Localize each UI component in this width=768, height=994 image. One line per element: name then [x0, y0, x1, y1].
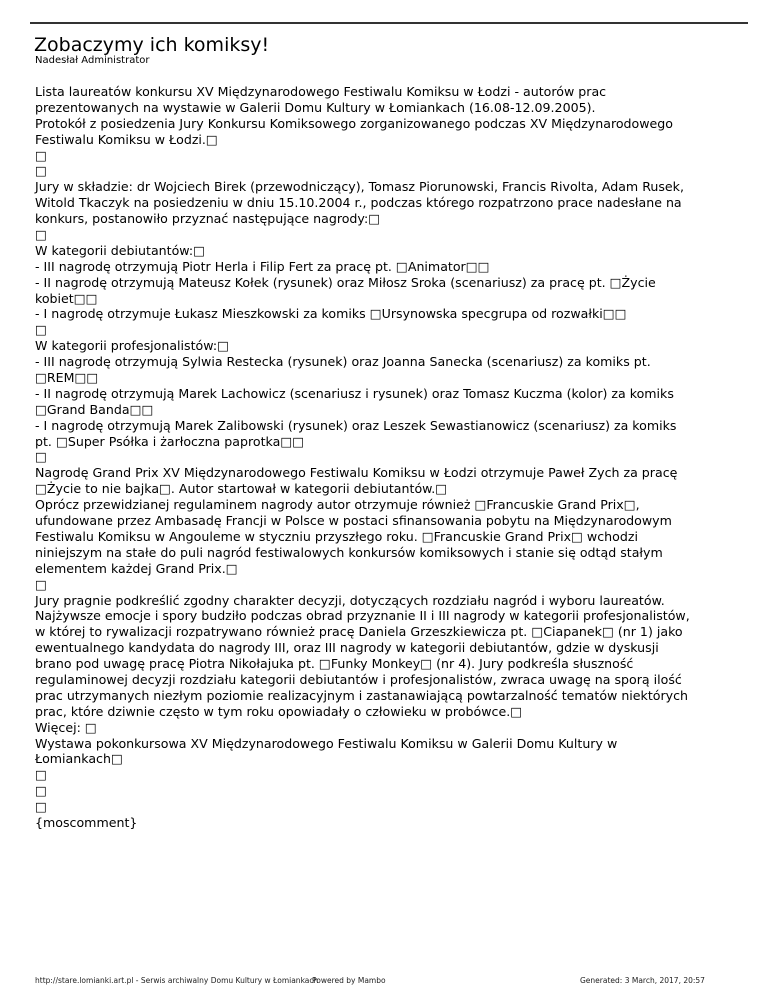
article-line: w której to rywalizacji rozpatrywano również pracę Daniela Grzeszkiewicza pt. □Ciapanek□ (nr 1) jako — [35, 624, 683, 640]
article-line: □Grand Banda□□ — [35, 401, 154, 417]
article-line: pt. □Super Psółka i żarłoczna paprotka□□ — [35, 433, 305, 449]
article-line: □ — [35, 799, 47, 815]
article-line: □ — [35, 576, 47, 592]
article-line: niniejszym na stałe do puli nagród festiwalowych konkursów komiksowych i stanie się odtąd stałym — [35, 544, 663, 560]
article-line: □REM□□ — [35, 370, 99, 386]
article-line: Lista laureatów konkursu XV Międzynarodowego Festiwalu Komiksu w Łodzi - autorów prac — [35, 84, 607, 99]
article-line: □Życie to nie bajka□. Autor startował w kategorii debiutantów.□ — [35, 481, 448, 497]
article-line: Najżywsze emocje i spory budziło podczas obrad przyznanie II i III nagrody w kategorii profesjonalistów, — [35, 608, 690, 624]
article-line: W kategorii profesjonalistów:□ — [35, 338, 230, 354]
article-line: Festiwalu Komiksu w Łodzi.□ — [35, 131, 218, 147]
article-line: Oprócz przewidzianej regulaminem nagrody autor otrzymuje również □Francuskie Grand Prix□, — [35, 497, 640, 513]
article-line: - III nagrodę otrzymują Piotr Herla i Filip Fert za pracę pt. □Animator□□ — [35, 258, 490, 274]
article-line: - III nagrodę otrzymują Sylwia Restecka (rysunek) oraz Joanna Sanecka (scenariusz) za komiks pt. — [35, 354, 651, 370]
article-title: Zobaczymy ich komiksy! — [34, 34, 270, 56]
article-line: □ — [35, 163, 47, 179]
footer-generated-date: Generated: 3 March, 2017, 20:57 — [580, 976, 705, 985]
article-line: prac, które dziwnie często w tym roku opowiadały o człowieku w probówce.□ — [35, 703, 523, 719]
article-line: ewentualnego kandydata do nagrody III, oraz III nagrody w kategorii debiutantów, gdzie w dyskusji — [35, 640, 659, 656]
article-line: kobiet□□ — [35, 290, 98, 306]
footer-site-url: http://stare.lomianki.art.pl - Serwis archiwalny Domu Kultury w Łomiankach — [35, 976, 319, 985]
article-line: prac utrzymanych niezłym poziomie realizacyjnym i zastanawiającą powtarzalność tematów niektórych — [35, 687, 689, 703]
article-line: - II nagrodę otrzymują Marek Lachowicz (scenariusz i rysunek) oraz Tomasz Kuczma (kolor) za komiks — [35, 385, 674, 401]
article-line: konkurs, postanowiło przyznać następujące nagrody:□ — [35, 211, 381, 227]
article-line: Nagrodę Grand Prix XV Międzynarodowego Festiwalu Komiksu w Łodzi otrzymuje Paweł Zych za pracę — [35, 465, 678, 481]
article-line: prezentowanych na wystawie w Galerii Domu Kultury w Łomiankach (16.08-12.09.2005). — [35, 99, 596, 115]
article-line: Festiwalu Komiksu w Angouleme w styczniu przyszłego roku. □Francuskie Grand Prix□ wchodzi — [35, 528, 638, 544]
article-line: - I nagrodę otrzymują Marek Zalibowski (rysunek) oraz Leszek Sewastianowicz (scenariusz) za komiks — [35, 417, 677, 433]
article-line: - II nagrodę otrzymują Mateusz Kołek (rysunek) oraz Miłosz Sroka (scenariusz) za pracę pt. □Życie — [35, 274, 656, 290]
article-line: Więcej: □ — [35, 719, 97, 735]
article-line: □ — [35, 322, 47, 338]
article-line: □ — [35, 767, 47, 783]
article-line: Witold Tkaczyk na posiedzeniu w dniu 15.10.2004 r., podczas którego rozpatrzono prace nadesłane na — [35, 195, 682, 211]
article-line: □ — [35, 147, 47, 163]
article-line: Wystawa pokonkursowa XV Międzynarodowego Festiwalu Komiksu w Galerii Domu Kultury w — [35, 735, 618, 751]
article-line: regulaminowej decyzji rozdziału kategorii debiutantów i profesjonalistów, zwraca uwagę na sporą ilość — [35, 671, 682, 687]
article-line: W kategorii debiutantów:□ — [35, 242, 206, 258]
top-rule — [30, 22, 748, 24]
article-line: elementem każdej Grand Prix.□ — [35, 560, 238, 576]
article-line: Jury pragnie podkreślić zgodny charakter decyzji, dotyczących rozdziału nagród i wyboru laureatów. — [35, 592, 665, 608]
article-line: brano pod uwagę pracę Piotra Nikołajuka pt. □Funky Monkey□ (nr 4). Jury podkreśla słuszność — [35, 656, 634, 672]
article-line: Jury w składzie: dr Wojciech Birek (przewodniczący), Tomasz Piorunowski, Francis Rivolta, Adam Rusek, — [35, 179, 684, 195]
article-line: ufundowane przez Ambasadę Francji w Polsce w postaci sfinansowania pobytu na Międzynarodowym — [35, 513, 672, 529]
article-line: □ — [35, 449, 47, 465]
article-line: {moscomment} — [35, 814, 138, 830]
article-line: Łomiankach□ — [35, 751, 123, 767]
article-body — [35, 84, 750, 831]
article-line: □ — [35, 783, 47, 799]
article-author: Nadesłał Administrator — [35, 55, 150, 66]
article-line: Protokół z posiedzenia Jury Konkursu Komiksowego zorganizowanego podczas XV Międzynarodowego — [35, 115, 674, 131]
article-line: - I nagrodę otrzymuje Łukasz Mieszkowski za komiks □Ursynowska specgrupa od rozwałki□□ — [35, 306, 627, 322]
footer-powered-by: Powered by Mambo — [312, 976, 386, 985]
article-line: □ — [35, 227, 47, 243]
